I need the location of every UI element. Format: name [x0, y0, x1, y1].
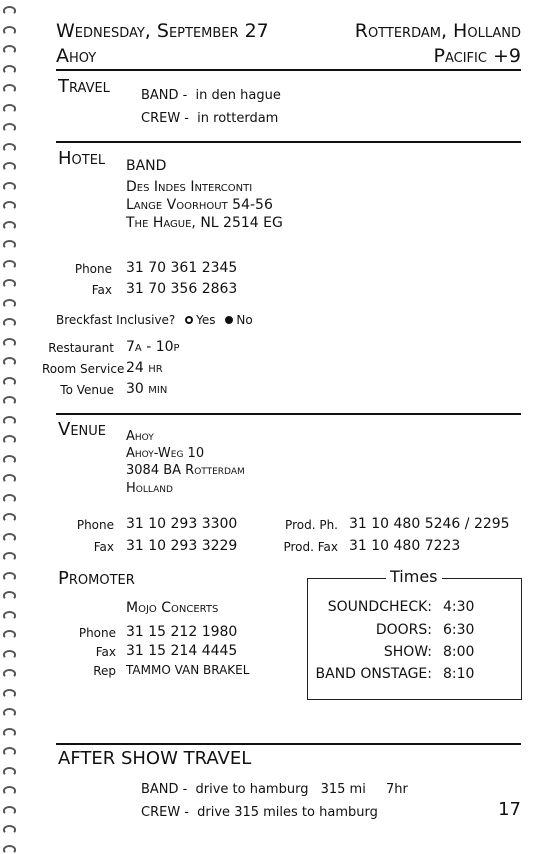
spiral-ring [3, 26, 16, 35]
spiral-ring [3, 494, 16, 503]
spiral-ring [3, 630, 16, 639]
venue-heading: Venue [58, 419, 106, 440]
hotel-fax-label: Fax [91, 283, 112, 297]
spiral-ring [3, 338, 16, 347]
header-rule [56, 69, 521, 71]
promoter-name: Mojo Concerts [126, 600, 219, 616]
venue-fax: 31 10 293 3229 [126, 538, 238, 554]
venue-phone: 31 10 293 3300 [126, 516, 238, 532]
spiral-ring [3, 65, 16, 74]
travel-band-label: BAND - [141, 88, 188, 103]
spiral-ring [3, 845, 16, 854]
venue-short-heading: Ahoy [56, 45, 97, 67]
venue-phone-label: Phone [76, 518, 114, 532]
venue-prod-phone: 31 10 480 5246 / 2295 [349, 516, 510, 532]
hotel-group: BAND [126, 158, 167, 174]
spiral-ring [3, 162, 16, 171]
spiral-ring [3, 435, 16, 444]
spiral-ring [3, 513, 16, 522]
spiral-ring [3, 143, 16, 152]
after-show-band-distance: 315 mi [320, 782, 366, 797]
doors-time: 6:30 [443, 622, 475, 638]
spiral-ring [3, 377, 16, 386]
spiral-ring [3, 747, 16, 756]
promoter-fax: 31 15 214 4445 [126, 643, 238, 659]
breakfast-yes-radio[interactable] [185, 316, 193, 324]
spiral-ring [3, 201, 16, 210]
venue-prod-phone-label: Prod. Ph. [285, 518, 338, 532]
after-show-heading: AFTER SHOW TRAVEL [58, 748, 252, 769]
travel-band-line [141, 88, 281, 103]
city-heading: Rotterdam, Holland [354, 20, 521, 42]
hotel-heading: Hotel [58, 148, 106, 169]
spiral-ring [3, 299, 16, 308]
spiral-ring [3, 650, 16, 659]
restaurant-hours: 7a - 10p [126, 339, 180, 355]
after-show-crew-label: CREW - [141, 805, 190, 820]
venue-prod-fax-label: Prod. Fax [283, 540, 338, 554]
spiral-ring [3, 552, 16, 561]
doors-label: DOORS: [375, 622, 432, 638]
soundcheck-time: 4:30 [443, 599, 475, 615]
spiral-ring [3, 6, 16, 15]
spiral-ring [3, 84, 16, 93]
venue-prod-fax: 31 10 480 7223 [349, 538, 461, 554]
spiral-ring [3, 182, 16, 191]
spiral-ring [3, 591, 16, 600]
to-venue-time: 30 min [126, 381, 168, 397]
spiral-ring [3, 786, 16, 795]
band-onstage-label: BAND ONSTAGE: [315, 666, 432, 682]
restaurant-label: Restaurant [48, 341, 114, 355]
hotel-rule [56, 413, 521, 415]
hotel-address1: Lange Voorhout 54-56 [126, 197, 273, 213]
hotel-phone: 31 70 361 2345 [126, 260, 238, 276]
show-label: SHOW: [383, 644, 432, 660]
hotel-name: Des Indes Interconti [126, 179, 253, 195]
hotel-address2: The Hague, NL 2514 EG [126, 215, 283, 231]
spiral-ring [3, 767, 16, 776]
breakfast-yes-label: Yes [196, 313, 216, 327]
venue-address2: 3084 BA Rotterdam [126, 463, 245, 478]
promoter-phone-label: Phone [78, 626, 116, 640]
promoter-phone: 31 15 212 1980 [126, 624, 238, 640]
venue-country: Holland [126, 481, 173, 496]
spiral-ring [3, 318, 16, 327]
spiral-ring [3, 572, 16, 581]
venue-address1: Ahoy-Weg 10 [126, 446, 205, 461]
breakfast-row [56, 313, 253, 327]
to-venue-label: To Venue [60, 383, 114, 397]
travel-rule [56, 141, 521, 143]
spiral-ring [3, 123, 16, 132]
spiral-ring [3, 669, 16, 678]
hotel-phone-label: Phone [74, 262, 112, 276]
after-show-crew-line [141, 805, 378, 820]
spiral-ring [3, 474, 16, 483]
promoter-heading: Promoter [58, 568, 135, 589]
breakfast-label: Breckfast Inclusive? [56, 313, 176, 327]
breakfast-no-radio[interactable] [225, 316, 233, 324]
promoter-fax-label: Fax [95, 645, 116, 659]
travel-band-text: in den hague [195, 88, 281, 103]
promoter-rep-label: Rep [93, 664, 116, 678]
travel-crew-line [141, 111, 278, 126]
travel-heading: Travel [58, 76, 110, 97]
spiral-ring [3, 806, 16, 815]
spiral-ring [3, 104, 16, 113]
times-title: Times [386, 567, 442, 586]
spiral-ring [3, 825, 16, 834]
venue-fax-label: Fax [93, 540, 114, 554]
spiral-ring [3, 416, 16, 425]
venue-name: Ahoy [126, 429, 154, 444]
room-service-label: Room Service [42, 362, 125, 376]
after-show-rule [56, 743, 521, 745]
spiral-ring [3, 611, 16, 620]
spiral-ring [3, 279, 16, 288]
room-service-hours: 24 hr [126, 360, 163, 376]
spiral-ring [3, 533, 16, 542]
spiral-ring [3, 708, 16, 717]
spiral-ring [3, 728, 16, 737]
hotel-fax: 31 70 356 2863 [126, 281, 238, 297]
after-show-crew-text: drive 315 miles to hamburg [197, 805, 378, 820]
breakfast-no-label: No [236, 313, 253, 327]
travel-crew-text: in rotterdam [197, 111, 279, 126]
spiral-ring [3, 260, 16, 269]
after-show-band-time: 7hr [385, 782, 408, 797]
timezone-heading: Pacific +9 [433, 45, 521, 67]
after-show-band-line [141, 782, 408, 797]
promoter-rep: TAMMO VAN BRAKEL [126, 663, 250, 677]
show-time: 8:00 [443, 644, 475, 660]
after-show-band-label: BAND - [141, 782, 188, 797]
band-onstage-time: 8:10 [443, 666, 475, 682]
spiral-ring [3, 45, 16, 54]
spiral-ring [3, 357, 16, 366]
spiral-ring [3, 240, 16, 249]
spiral-ring [3, 689, 16, 698]
spiral-ring [3, 396, 16, 405]
travel-crew-label: CREW - [141, 111, 190, 126]
spiral-ring [3, 221, 16, 230]
date-heading: Wednesday, September 27 [56, 20, 269, 42]
soundcheck-label: SOUNDCHECK: [327, 599, 432, 615]
page-number: 17 [498, 799, 521, 820]
after-show-band-text: drive to hamburg [195, 782, 309, 797]
spiral-ring [3, 455, 16, 464]
